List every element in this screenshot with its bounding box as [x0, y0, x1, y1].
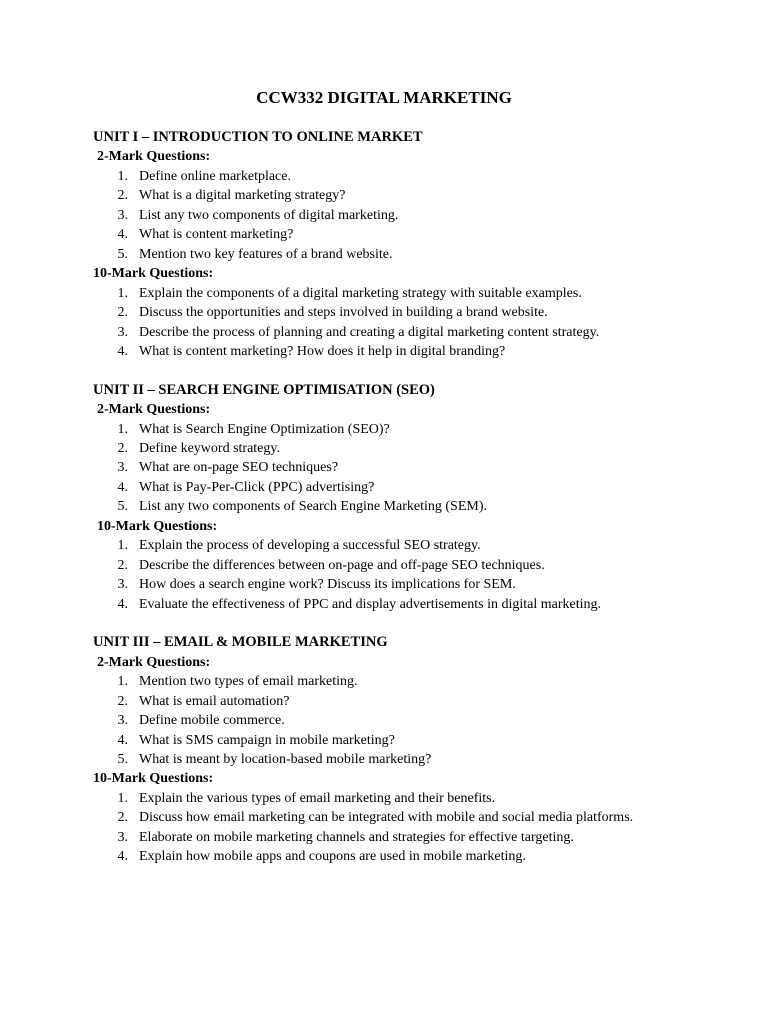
question-number: 5.	[117, 499, 128, 514]
question-number: 3.	[117, 830, 128, 845]
question-text: Explain the process of developing a successful SEO strategy.	[139, 538, 481, 553]
question-number: 1.	[117, 169, 128, 184]
question-text: Define keyword strategy.	[139, 441, 280, 456]
unit-3-heading: UNIT III – EMAIL & MOBILE MARKETING	[93, 634, 388, 650]
question-number: 2.	[117, 810, 128, 825]
question-text: How does a search engine work? Discuss its implications for SEM.	[139, 577, 516, 592]
unit-3-two-mark-heading: 2-Mark Questions:	[97, 655, 211, 670]
question-text: What is meant by location-based mobile marketing?	[139, 752, 432, 767]
unit-3-ten-mark-heading: 10-Mark Questions:	[93, 771, 214, 786]
question-number: 5.	[117, 752, 128, 767]
question-text: What is content marketing?	[139, 227, 294, 242]
question-text: Explain how mobile apps and coupons are used in mobile marketing.	[139, 849, 526, 864]
unit-1-ten-mark-heading: 10-Mark Questions:	[93, 266, 214, 281]
question-text: List any two components of Search Engine Marketing (SEM).	[139, 499, 487, 514]
question-text: Mention two types of email marketing.	[139, 674, 358, 689]
question-text: Describe the process of planning and creating a digital marketing content strategy.	[139, 325, 600, 340]
question-number: 4.	[117, 849, 128, 864]
question-number: 2.	[117, 694, 128, 709]
unit-2-two-mark-heading: 2-Mark Questions:	[97, 402, 211, 417]
unit-2-heading: UNIT II – SEARCH ENGINE OPTIMISATION (SEO)	[93, 382, 435, 398]
question-text: List any two components of digital marketing.	[139, 208, 399, 223]
question-text: Evaluate the effectiveness of PPC and display advertisements in digital marketing.	[139, 597, 602, 612]
question-text: Explain the components of a digital marketing strategy with suitable examples.	[139, 286, 582, 301]
question-text: Define online marketplace.	[139, 169, 291, 184]
question-number: 2.	[117, 558, 128, 573]
question-number: 3.	[117, 577, 128, 592]
question-text: Elaborate on mobile marketing channels and strategies for effective targeting.	[139, 830, 574, 845]
question-number: 4.	[117, 227, 128, 242]
question-text: Discuss the opportunities and steps involved in building a brand website.	[139, 305, 548, 320]
question-number: 5.	[117, 247, 128, 262]
question-number: 3.	[117, 208, 128, 223]
question-text: What is content marketing? How does it help in digital branding?	[139, 344, 506, 359]
question-number: 4.	[117, 733, 128, 748]
question-text: What are on-page SEO techniques?	[139, 460, 339, 475]
question-text: Explain the various types of email marketing and their benefits.	[139, 791, 496, 806]
question-number: 3.	[117, 713, 128, 728]
unit-2-ten-mark-heading: 10-Mark Questions:	[97, 519, 218, 534]
question-number: 1.	[117, 422, 128, 437]
question-number: 1.	[117, 791, 128, 806]
question-text: What is Search Engine Optimization (SEO)?	[139, 422, 390, 437]
question-text: What is SMS campaign in mobile marketing?	[139, 733, 395, 748]
question-text: What is a digital marketing strategy?	[139, 188, 346, 203]
unit-1-heading: UNIT I – INTRODUCTION TO ONLINE MARKET	[93, 129, 423, 145]
question-text: Describe the differences between on-page and off-page SEO techniques.	[139, 558, 545, 573]
question-text: Define mobile commerce.	[139, 713, 285, 728]
question-number: 4.	[117, 480, 128, 495]
question-number: 3.	[117, 460, 128, 475]
question-number: 4.	[117, 344, 128, 359]
unit-1-two-mark-heading: 2-Mark Questions:	[97, 149, 211, 164]
question-text: What is Pay-Per-Click (PPC) advertising?	[139, 480, 375, 495]
question-text: Discuss how email marketing can be integrated with mobile and social media platforms.	[139, 810, 634, 825]
question-number: 2.	[117, 441, 128, 456]
question-number: 4.	[117, 597, 128, 612]
question-number: 2.	[117, 305, 128, 320]
question-number: 1.	[117, 538, 128, 553]
question-text: What is email automation?	[139, 694, 290, 709]
question-number: 1.	[117, 286, 128, 301]
question-number: 1.	[117, 674, 128, 689]
document-title: CCW332 DIGITAL MARKETING	[256, 88, 512, 107]
question-text: Mention two key features of a brand website.	[139, 247, 393, 262]
question-number: 2.	[117, 188, 128, 203]
question-number: 3.	[117, 325, 128, 340]
